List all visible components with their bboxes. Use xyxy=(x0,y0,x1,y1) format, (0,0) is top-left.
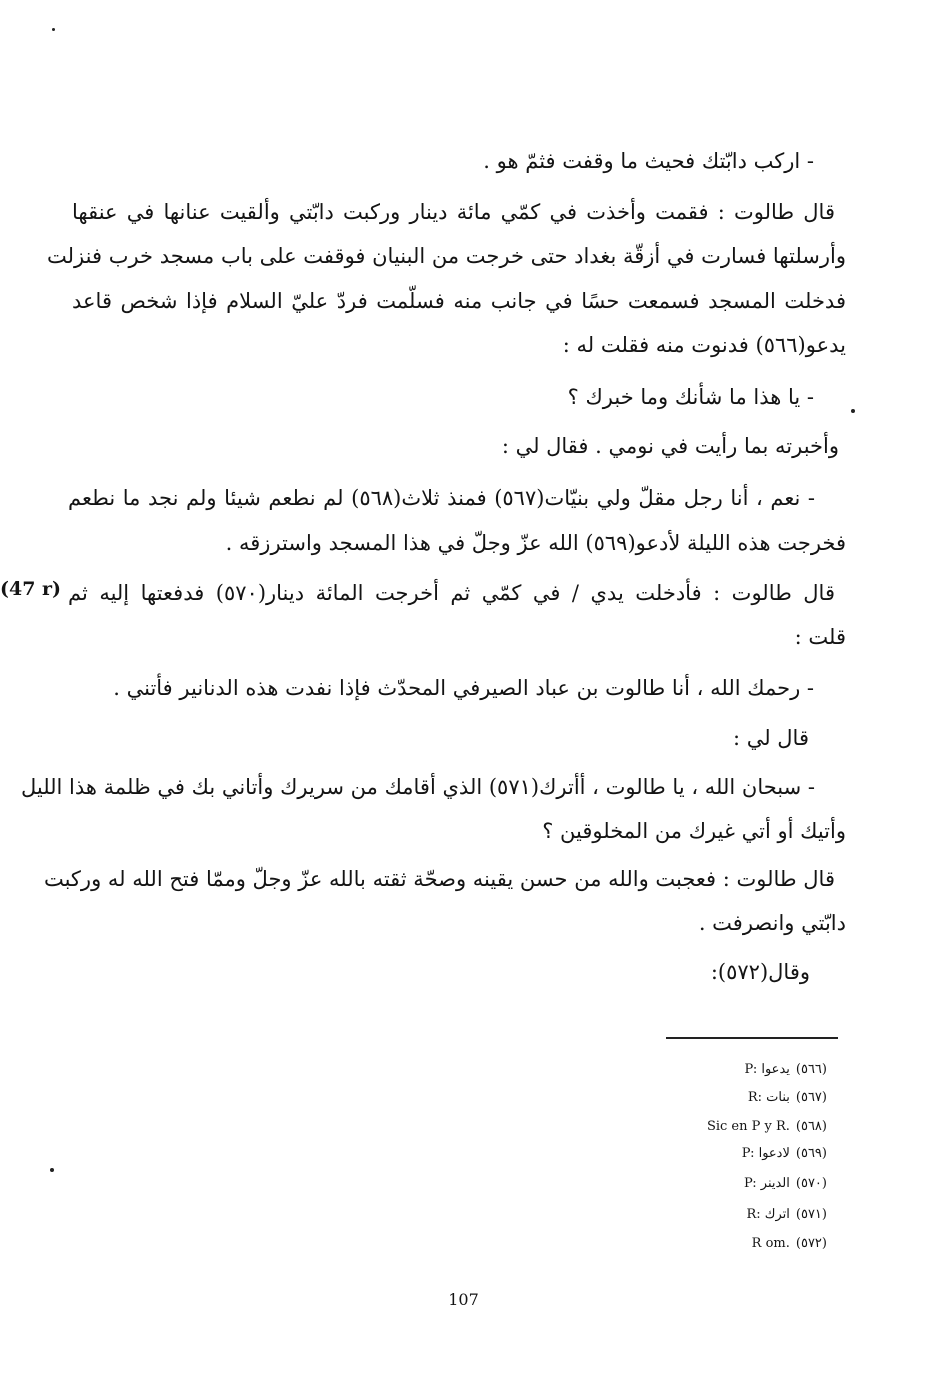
footnote-569: (٥٦٩)لادعوا P: xyxy=(741,1146,827,1161)
footnote-566: (٥٦٦)يدعوا P: xyxy=(744,1062,827,1077)
footnote-570: (٥٧٠)الدينر P: xyxy=(743,1176,827,1191)
footnote-571: (٥٧١)اترك R: xyxy=(746,1207,827,1222)
speck-mark xyxy=(52,28,55,31)
footnote-568: (٥٦٨)Sic en P y R. xyxy=(706,1119,827,1134)
page-number: 107 xyxy=(448,1290,479,1309)
text-line-5: يدعو(٥٦٦) فدنوت منه فقلت له : xyxy=(562,333,846,357)
text-line-8: - نعم ، أنا رجل مقلّ ولي بنيّات(٥٦٧) فمنذ ثلاث(٥٦٨) لم نطعم شيئا ولم نجد ما نطعم xyxy=(68,486,816,510)
text-line-13: قال لي : xyxy=(732,726,809,750)
footnote-separator xyxy=(666,1037,838,1039)
text-line-12: - رحمك الله ، أنا طالوت بن عباد الصيرفي المحدّث فإذا نفدت هذه الدنانير فأتني . xyxy=(113,676,814,700)
footnote-567: (٥٦٧)بنات R: xyxy=(747,1090,827,1105)
text-line-16: قال طالوت : فعجبت والله من حسن يقينه وصحّة ثقته بالله عزّ وجلّ وممّا فتح الله له وركبت xyxy=(43,867,835,891)
text-line-7: وأخبرته بما رأيت في نومي . فقال لي : xyxy=(501,434,839,458)
margin-folio-reference: (47 r) xyxy=(0,578,62,600)
footnote-572: (٥٧٢)R om. xyxy=(751,1236,827,1251)
text-line-18: وقال(٥٧٢): xyxy=(710,960,810,984)
text-line-9: فخرجت هذه الليلة لأدعو(٥٦٩) الله عزّ وجلّ في هذا المسجد واسترزقه . xyxy=(225,531,846,555)
text-line-6: - يا هذا ما شأنك وما خبرك ؟ xyxy=(567,385,814,409)
text-line-17: دابّتي وانصرفت . xyxy=(698,911,846,935)
text-line-3: وأرسلتها فسارت في أزقّة بغداد حتى خرجت من البنيان فوقفت على باب مسجد خرب فنزلت xyxy=(47,244,846,268)
text-line-14: - سبحان الله ، يا طالوت ، أأترك(٥٧١) الذي أقامك من سريرك وأتاني بك في ظلمة هذا الليل xyxy=(20,775,815,799)
text-line-4: فدخلت المسجد فسمعت حسًا في جانب منه فسلّمت فردّ عليّ السلام فإذا شخص قاعد xyxy=(72,289,846,313)
text-line-10: قال طالوت : فأدخلت يدي / في كمّي ثم أخرجت المائة دينار(٥٧٠) فدفعتها إليه ثم xyxy=(68,581,835,605)
speck-mark xyxy=(50,1168,54,1172)
text-line-2: قال طالوت : فقمت وأخذت في كمّي مائة دينار وركبت دابّتي وألقيت عنانها في عنقها xyxy=(72,200,835,224)
text-line-1: - اركب دابّتك فحيث ما وقفت فثمّ هو . xyxy=(483,149,814,173)
speck-mark xyxy=(851,409,855,413)
text-line-11: قلت : xyxy=(794,625,846,649)
text-line-15: وأتيك أو أتي غيرك من المخلوقين ؟ xyxy=(542,819,846,843)
